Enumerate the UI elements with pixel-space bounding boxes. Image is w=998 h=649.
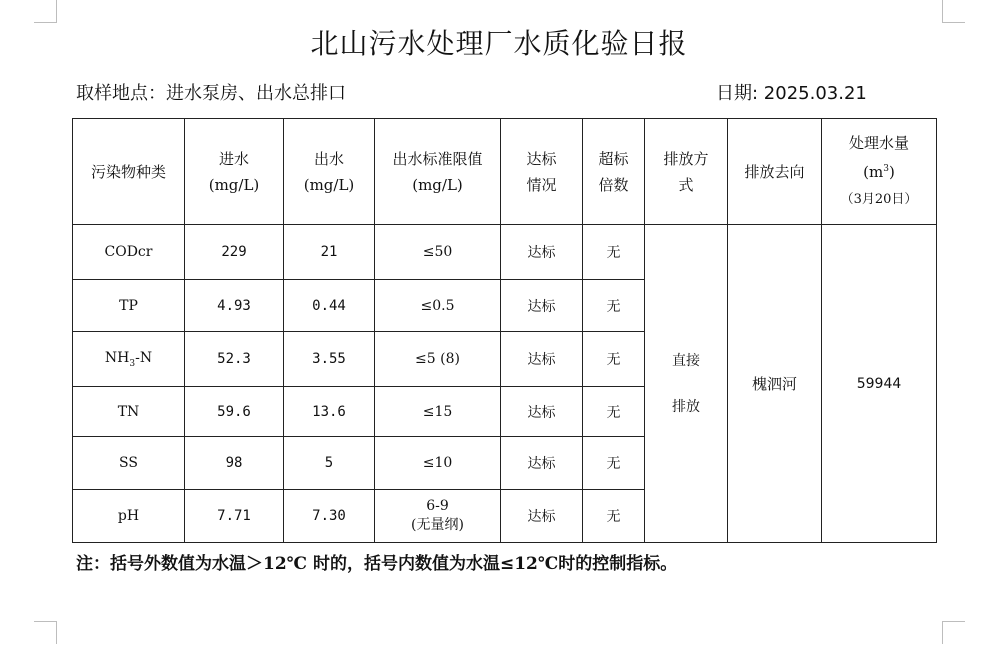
page-corner-mark [942,0,965,23]
outflow-value: 21 [284,225,375,280]
discharge-destination: 槐泗河 [728,225,822,543]
outflow-value: 7.30 [284,490,375,543]
exceed-value: 无 [583,280,645,332]
exceed-value: 无 [583,437,645,490]
treated-volume: 59944 [822,225,937,543]
report-date: 日期: 2025.03.21 [716,83,867,104]
page-corner-mark [34,621,57,644]
header-limit: 出水标准限值 (mg/L) [375,119,501,225]
status-value: 达标 [501,437,583,490]
table-row [73,225,937,280]
header-destination: 排放去向 [728,119,822,225]
pollutant-name: pH [73,490,185,543]
limit-value: ≤5 (8) [375,332,501,387]
pollutant-name: CODcr [73,225,185,280]
pollutant-name: SS [73,437,185,490]
exceed-value: 无 [583,387,645,437]
exceed-value: 无 [583,332,645,387]
header-outflow: 出水 (mg/L) [284,119,375,225]
pollutant-name: TN [73,387,185,437]
header-status: 达标 情况 [501,119,583,225]
inflow-value: 52.3 [185,332,284,387]
limit-value: ≤15 [375,387,501,437]
outflow-value: 5 [284,437,375,490]
status-value: 达标 [501,280,583,332]
exceed-value: 无 [583,490,645,543]
limit-value: ≤0.5 [375,280,501,332]
limit-value: 6-9 (无量纲) [375,490,501,543]
sampling-location: 取样地点：进水泵房、出水总排口 [76,83,346,104]
header-pollutant: 污染物种类 [73,119,185,225]
header-row [73,119,937,225]
status-value: 达标 [501,387,583,437]
outflow-value: 13.6 [284,387,375,437]
footnote: 注：括号外数值为水温＞12℃ 时的，括号内数值为水温≤12℃时的控制指标。 [76,554,678,574]
water-quality-table [72,118,937,543]
header-inflow: 进水 (mg/L) [185,119,284,225]
inflow-value: 98 [185,437,284,490]
page-corner-mark [942,621,965,644]
inflow-value: 4.93 [185,280,284,332]
pollutant-name: TP [73,280,185,332]
status-value: 达标 [501,225,583,280]
status-value: 达标 [501,332,583,387]
header-exceed: 超标 倍数 [583,119,645,225]
inflow-value: 7.71 [185,490,284,543]
discharge-method: 直接 排放 [645,225,728,543]
pollutant-name: $NH_3-N$ [73,332,185,387]
limit-value: ≤10 [375,437,501,490]
header-volume: 处理水量 $(m^3)$ （3月20日） [822,119,937,225]
limit-value: ≤50 [375,225,501,280]
page-corner-mark [34,0,57,23]
status-value: 达标 [501,490,583,543]
outflow-value: 3.55 [284,332,375,387]
report-title: 北山污水处理厂水质化验日报 [310,27,688,60]
inflow-value: 229 [185,225,284,280]
inflow-value: 59.6 [185,387,284,437]
exceed-value: 无 [583,225,645,280]
outflow-value: 0.44 [284,280,375,332]
header-discharge-method: 排放方 式 [645,119,728,225]
